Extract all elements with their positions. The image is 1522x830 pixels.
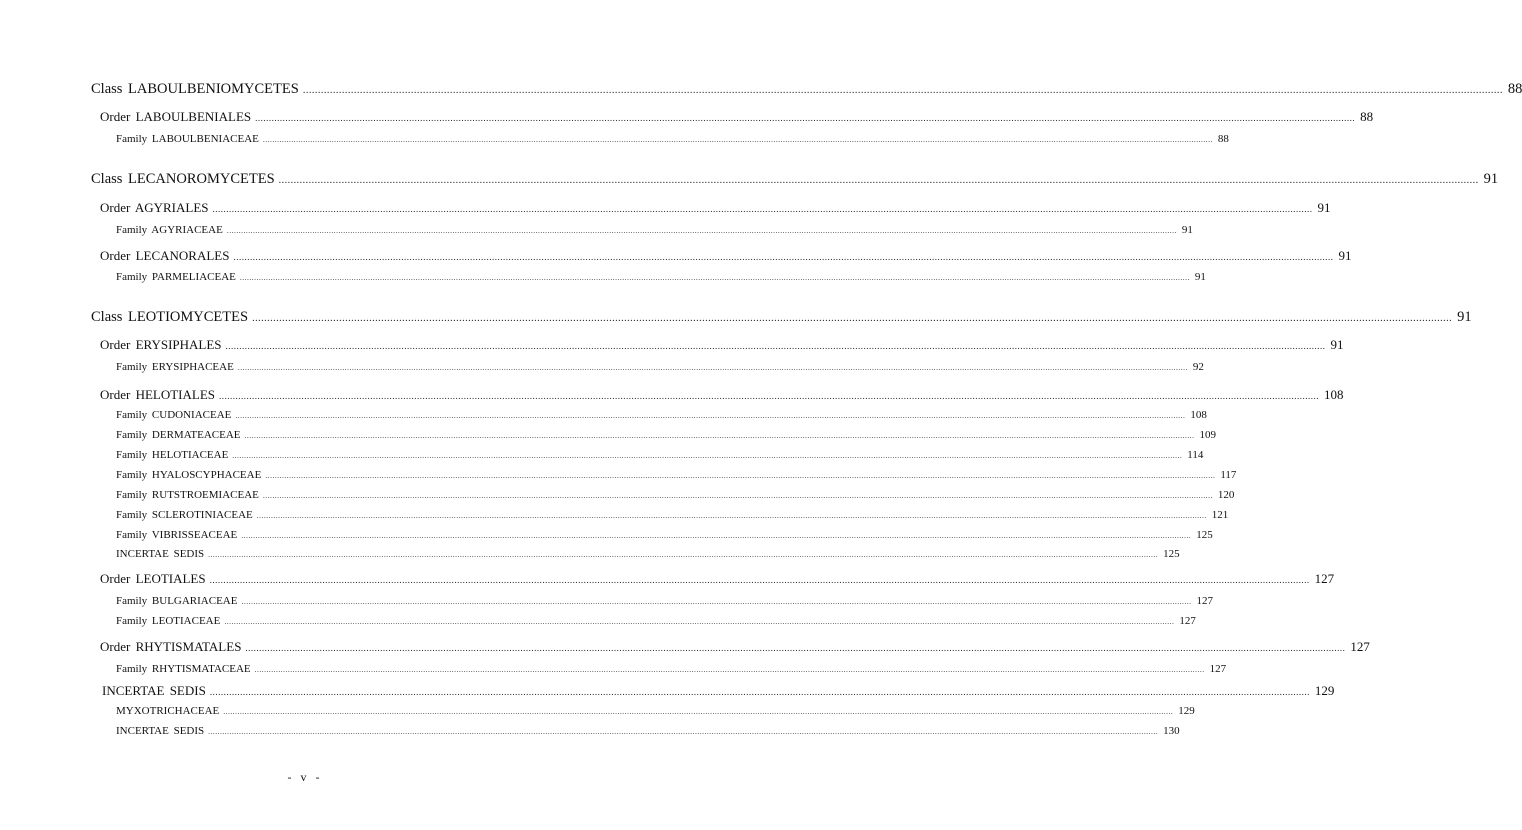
dot-leader: ................................................................................................................................................................................................................................................................................................................................................................................................................ [241,531,1192,540]
toc-entry-order[interactable] [100,639,1370,654]
toc-entry-label: Order AGYRIALES [100,200,209,215]
toc-entry-family[interactable] [116,509,1229,521]
toc-entry-label: Order ERYSIPHALES [100,337,222,352]
dot-leader: ................................................................................................................................................................................................................................................................................................................................................................................................................ [239,273,1190,282]
dot-leader: ................................................................................................................................................................................................................................................................................................................................................................................................................ [262,135,1213,144]
toc-entry-family[interactable] [116,615,1196,627]
toc-entry-label: Family ERYSIPHACEAE [116,361,234,373]
toc-entry-page-number: 127 [1314,571,1335,586]
toc-entry-page-number: 121 [1211,509,1229,521]
toc-entry-family[interactable] [116,449,1204,461]
toc-entry-page-number: 108 [1324,387,1344,402]
toc-entry-label: Class LEOTIOMYCETES [91,309,249,325]
toc-entry-label: INCERTAE SEDIS [116,725,205,737]
toc-entry-family[interactable] [116,224,1193,236]
toc-entry-page-number: 91 [1483,171,1499,187]
dot-leader: ................................................................................................................................................................................................................................................................................................................................................................................................................ [278,175,1479,186]
toc-entry-label: Family HYALOSCYPHACEAE [116,469,262,481]
toc-entry-page-number: 117 [1220,469,1237,481]
dot-leader: ................................................................................................................................................................................................................................................................................................................................................................................................................ [244,431,1195,440]
toc-entry-order[interactable] [100,200,1331,215]
toc-entry-page-number: 91 [1181,224,1193,236]
dot-leader: ................................................................................................................................................................................................................................................................................................................................................................................................................ [237,363,1188,372]
toc-entry-page-number: 130 [1163,725,1180,737]
toc-entry-label: INCERTAE SEDIS [116,548,205,560]
toc-entry-page-number: 91 [1194,271,1206,283]
toc-entry-class[interactable] [91,171,1499,187]
toc-entry-family[interactable] [116,489,1235,501]
toc-entry-page-number: 125 [1196,529,1213,541]
toc-entry-label: Order LECANORALES [100,248,230,263]
dot-leader: ................................................................................................................................................................................................................................................................................................................................................................................................................ [252,313,1453,324]
dot-leader: ................................................................................................................................................................................................................................................................................................................................................................................................................ [224,617,1175,626]
toc-entry-order[interactable] [100,387,1344,402]
dot-leader: ................................................................................................................................................................................................................................................................................................................................................................................................................ [245,643,1346,653]
toc-entry-page-number: 92 [1192,361,1204,373]
toc-entry-family[interactable] [116,548,1180,560]
dot-leader: ................................................................................................................................................................................................................................................................................................................................................................................................................ [225,341,1326,351]
toc-entry-page-number: 91 [1457,309,1472,325]
toc-entry-label: Family AGYRIACEAE [116,224,223,236]
toc-entry-label: MYXOTRICHACEAE [116,705,220,717]
toc-entry-family[interactable] [116,361,1204,373]
dot-leader: ................................................................................................................................................................................................................................................................................................................................................................................................................ [209,687,1310,697]
dot-leader: ................................................................................................................................................................................................................................................................................................................................................................................................................ [223,707,1174,716]
toc-entry-page-number: 109 [1199,429,1217,441]
toc-entry-family[interactable] [116,409,1207,421]
dot-leader: ................................................................................................................................................................................................................................................................................................................................................................................................................ [255,113,1356,123]
toc-entry-family[interactable] [116,529,1213,541]
toc-entry-label: Family CUDONIACEAE [116,409,232,421]
dot-leader: ................................................................................................................................................................................................................................................................................................................................................................................................................ [209,575,1310,585]
toc-entry-order[interactable] [100,248,1352,263]
toc-entry-order[interactable] [102,683,1335,698]
toc-entry-label: Family RUTSTROEMIACEAE [116,489,259,501]
dot-leader: ................................................................................................................................................................................................................................................................................................................................................................................................................ [208,550,1159,559]
toc-entry-page-number: 114 [1187,449,1204,461]
toc-entry-page-number: 127 [1196,595,1213,607]
toc-entry-label: Order RHYTISMATALES [100,639,242,654]
toc-entry-page-number: 120 [1217,489,1235,501]
toc-entry-label: Order HELOTIALES [100,387,215,402]
dot-leader: ................................................................................................................................................................................................................................................................................................................................................................................................................ [256,511,1207,520]
toc-entry-family[interactable] [116,469,1237,481]
toc-entry-family[interactable] [116,663,1227,675]
page-number-footer: - v - [287,770,323,784]
toc-entry-family[interactable] [116,271,1206,283]
toc-entry-page-number: 88 [1507,81,1522,97]
toc-entry-page-number: 88 [1217,133,1229,145]
toc-entry-page-number: 91 [1330,337,1344,352]
toc-entry-page-number: 127 [1179,615,1196,627]
toc-entry-label: Family SCLEROTINIACEAE [116,509,253,521]
dot-leader: ................................................................................................................................................................................................................................................................................................................................................................................................................ [219,391,1319,401]
toc-entry-page-number: 127 [1350,639,1370,654]
toc-entry-label: Family DERMATEACEAE [116,429,241,441]
toc-entry-order[interactable] [100,571,1335,586]
toc-entry-label: Family PARMELIACEAE [116,271,236,283]
toc-entry-class[interactable] [91,309,1472,325]
toc-entry-order[interactable] [100,109,1374,124]
dot-leader: ................................................................................................................................................................................................................................................................................................................................................................................................................ [302,85,1503,96]
toc-entry-page-number: 129 [1178,705,1195,717]
toc-entry-page-number: 127 [1209,663,1227,675]
dot-leader: ................................................................................................................................................................................................................................................................................................................................................................................................................ [265,471,1216,480]
toc-entry-family[interactable] [116,705,1195,717]
dot-leader: ................................................................................................................................................................................................................................................................................................................................................................................................................ [254,665,1205,674]
toc-entry-family[interactable] [116,429,1217,441]
dot-leader: ................................................................................................................................................................................................................................................................................................................................................................................................................ [212,204,1313,214]
toc-entry-page-number: 125 [1163,548,1180,560]
toc-entry-order[interactable] [100,337,1344,352]
toc-entry-label: Order LEOTIALES [100,571,206,586]
toc-entry-family[interactable] [116,595,1213,607]
toc-entry-label: Family RHYTISMATACEAE [116,663,251,675]
toc-entry-page-number: 91 [1338,248,1352,263]
toc-entry-class[interactable] [91,81,1522,97]
dot-leader: ................................................................................................................................................................................................................................................................................................................................................................................................................ [232,451,1183,460]
toc-entry-page-number: 91 [1317,200,1331,215]
dot-leader: ................................................................................................................................................................................................................................................................................................................................................................................................................ [235,411,1186,420]
dot-leader: ................................................................................................................................................................................................................................................................................................................................................................................................................ [241,597,1192,606]
toc-entry-label: Order LABOULBENIALES [100,109,252,124]
toc-entry-label: Family LABOULBENIACEAE [116,133,259,145]
dot-leader: ................................................................................................................................................................................................................................................................................................................................................................................................................ [208,727,1159,736]
toc-entry-label: Class LABOULBENIOMYCETES [91,81,299,97]
toc-entry-page-number: 108 [1190,409,1207,421]
toc-entry-label: Class LECANOROMYCETES [91,171,275,187]
toc-entry-label: INCERTAE SEDIS [102,683,206,698]
toc-entry-family[interactable] [116,133,1229,145]
toc-entry-label: Family BULGARIACEAE [116,595,238,607]
toc-entry-page-number: 88 [1360,109,1374,124]
toc-entry-label: Family HELOTIACEAE [116,449,229,461]
dot-leader: ................................................................................................................................................................................................................................................................................................................................................................................................................ [226,226,1177,235]
toc-entry-family[interactable] [116,725,1180,737]
toc-entry-page-number: 129 [1314,683,1335,698]
dot-leader: ................................................................................................................................................................................................................................................................................................................................................................................................................ [262,491,1213,500]
toc-entry-label: Family VIBRISSEACEAE [116,529,238,541]
dot-leader: ................................................................................................................................................................................................................................................................................................................................................................................................................ [233,252,1334,262]
toc-entry-label: Family LEOTIACEAE [116,615,221,627]
